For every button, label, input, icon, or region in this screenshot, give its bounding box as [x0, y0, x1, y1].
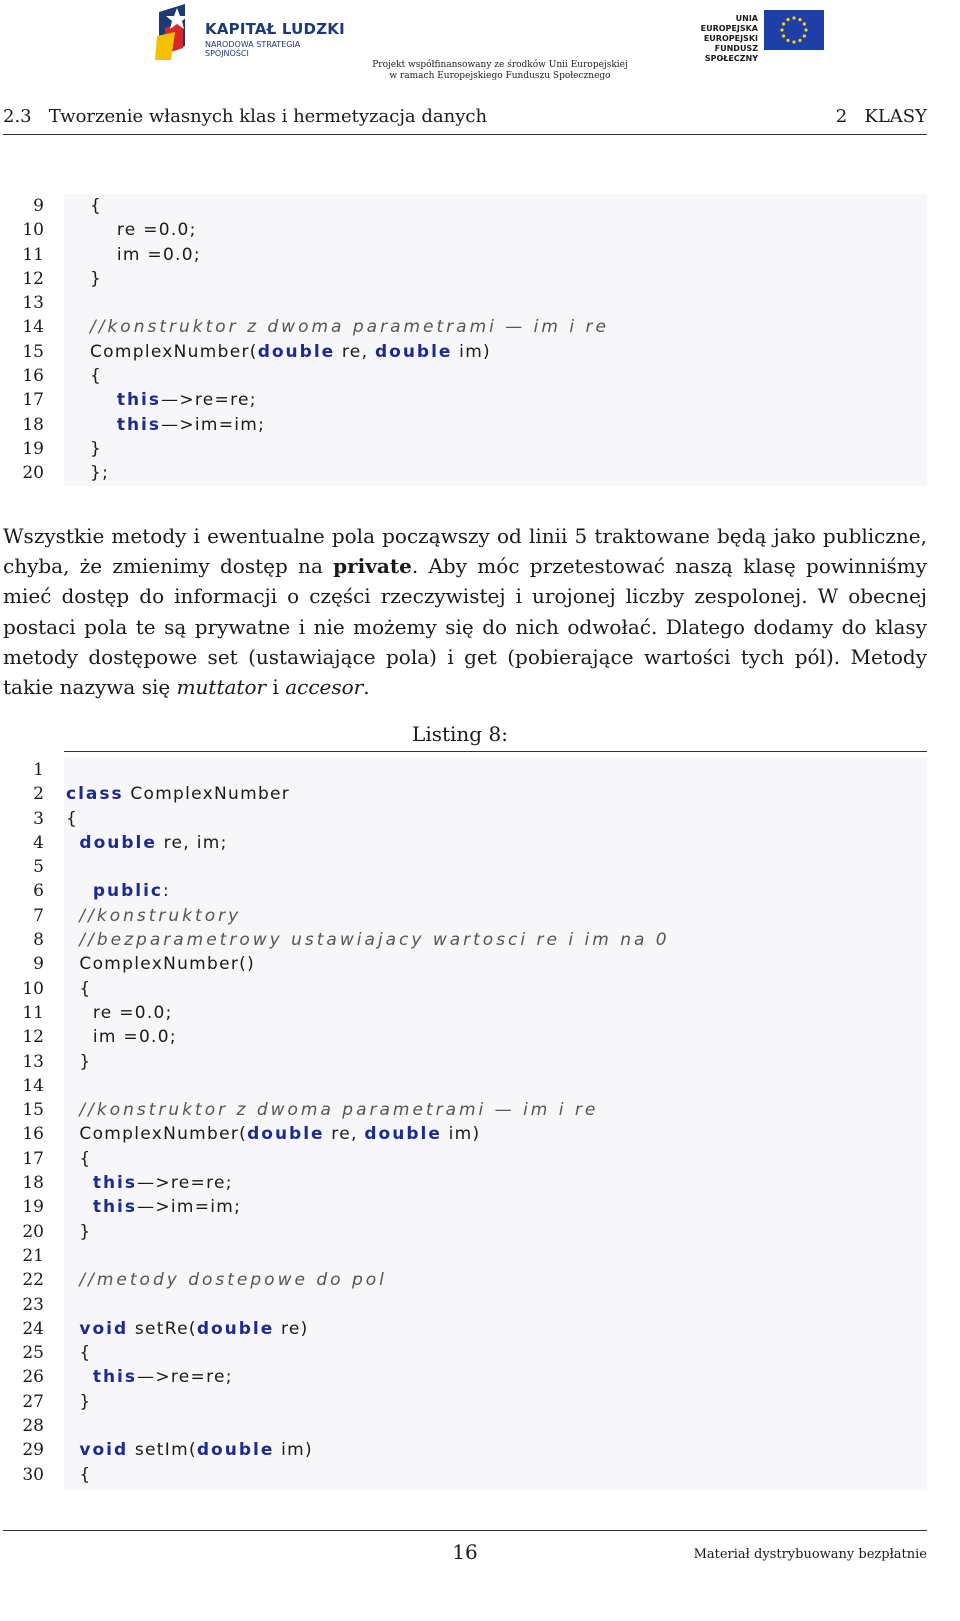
project-line: w ramach Europejskiego Funduszu Społecznego: [389, 71, 611, 81]
eu-star-icon: [804, 28, 807, 31]
body-paragraph: [3, 521, 927, 702]
code-text: {: [66, 1148, 92, 1169]
code-text: —>re=re;: [137, 1173, 233, 1194]
code-text: im =0.0;: [90, 244, 201, 265]
code-text: setRe(: [128, 1318, 197, 1339]
line-number: 13: [22, 293, 44, 314]
code-text: }: [66, 1051, 92, 1072]
italic-term: accesor: [285, 675, 364, 700]
code-text: re, im;: [156, 832, 228, 853]
code-comment: //konstruktory: [79, 905, 242, 926]
code-line: [90, 413, 609, 437]
line-number: 16: [22, 1124, 44, 1145]
line-number: 18: [22, 414, 44, 435]
code-line: [90, 340, 609, 364]
code-keyword: this: [116, 390, 162, 411]
paragraph-run: . Aby móc przetestować naszą klasę powinniśmy mieć dostęp do informacji o części rzeczywistej i urojonej liczby zespolonej. W obecnej postaci pola te są prywatne i nie możemy się do nich odwołać. Dlatego dodamy do klasy metody dostępowe set (ustawiające pola) i get (pobierające wartości tych pól). Metody takie nazywa się: [3, 554, 927, 700]
eu-star-icon: [803, 34, 806, 37]
line-number: 28: [22, 1416, 44, 1437]
line-number: 6: [33, 881, 44, 902]
code-text: [66, 930, 79, 950]
code-line: [66, 1025, 670, 1049]
code-keyword: this: [92, 1367, 138, 1388]
line-number: 22: [22, 1270, 44, 1291]
code-text: {: [66, 978, 92, 999]
bold-term: private: [333, 554, 412, 579]
eu-star-icon: [803, 22, 806, 25]
code-text: }: [90, 268, 103, 289]
code-text: im): [452, 341, 491, 362]
code-text: [66, 906, 79, 926]
paragraph-run: i: [266, 675, 286, 700]
eu-logo-text: [680, 14, 758, 64]
footer-note: Materiał dystrybuowany bezpłatnie: [693, 1547, 927, 1562]
code-text: [66, 1197, 93, 1217]
eu-logo-line: FUNDUSZ SPOŁECZNY: [704, 44, 758, 63]
code-line: [66, 1195, 670, 1219]
code-text: re =0.0;: [66, 1002, 173, 1023]
eu-logo: [680, 8, 830, 63]
code-block-2-line-numbers: [0, 758, 44, 1487]
line-number: 10: [22, 978, 44, 999]
line-number: 14: [22, 1075, 44, 1096]
code-line: [66, 1074, 670, 1098]
kapital-ludzki-logo: [155, 2, 345, 62]
line-number: 7: [33, 905, 44, 926]
line-number: 12: [22, 1027, 44, 1048]
code-text: ComplexNumber(: [90, 341, 258, 362]
code-line: [66, 1220, 670, 1244]
code-line: [66, 1365, 670, 1389]
page-number: 16: [452, 1540, 478, 1564]
code-text: [66, 881, 93, 901]
code-line: [90, 194, 609, 218]
chapter-title: 2 KLASY: [835, 106, 927, 127]
code-text: }: [90, 438, 103, 459]
code-line: [66, 1341, 670, 1365]
code-text: —>im=im;: [161, 414, 266, 435]
eu-logo-line: UNIA EUROPEJSKA: [700, 14, 758, 33]
code-keyword: void: [79, 1318, 129, 1339]
line-number: 8: [33, 930, 44, 951]
code-line: [66, 1268, 670, 1292]
line-number: 24: [22, 1318, 44, 1339]
line-number: 16: [22, 366, 44, 387]
code-text: :: [163, 881, 171, 902]
code-text: };: [90, 463, 110, 484]
eu-flag-icon: [764, 10, 824, 50]
code-line: [66, 1414, 670, 1438]
code-text: {: [90, 366, 103, 387]
line-number: 14: [22, 317, 44, 338]
code-line: [66, 904, 670, 928]
eu-star-icon: [792, 40, 795, 43]
line-number: 3: [33, 808, 44, 829]
code-text: re =0.0;: [90, 220, 197, 241]
left-logo-title: KAPITAŁ LUDZKI: [205, 20, 345, 38]
line-number: 1: [33, 760, 44, 780]
line-number: 5: [33, 857, 44, 878]
code-line: [66, 1001, 670, 1025]
line-number: 13: [22, 1051, 44, 1072]
code-line: [66, 1293, 670, 1317]
eu-star-icon: [786, 18, 789, 21]
line-number: 17: [22, 390, 44, 411]
code-text: }: [66, 1391, 92, 1412]
code-keyword: double: [247, 1124, 325, 1145]
code-line: [66, 928, 670, 952]
paragraph-run: .: [363, 675, 370, 700]
code-line: [66, 1463, 670, 1487]
code-line: [90, 291, 609, 315]
code-text: —>im=im;: [137, 1197, 242, 1218]
code-text: im =0.0;: [66, 1027, 177, 1048]
paragraph-text: [3, 521, 927, 702]
code-text: {: [90, 196, 103, 216]
code-line: [90, 364, 609, 388]
line-number: 20: [22, 1221, 44, 1242]
code-text: re,: [324, 1124, 365, 1145]
code-block-1: [90, 194, 609, 486]
code-keyword: double: [364, 1124, 442, 1145]
line-number: 20: [22, 463, 44, 484]
code-line: [66, 782, 670, 806]
code-line: [66, 758, 670, 782]
code-keyword: double: [79, 832, 157, 853]
code-text: —>re=re;: [137, 1367, 233, 1388]
line-number: 11: [22, 244, 44, 265]
line-number: 26: [22, 1367, 44, 1388]
line-number: 11: [22, 1002, 44, 1023]
eu-star-icon: [798, 18, 801, 21]
eu-logo-line: EUROPEJSKI: [703, 34, 758, 43]
code-line: [90, 243, 609, 267]
code-text: ComplexNumber: [123, 784, 291, 805]
code-block-1-line-numbers: [0, 194, 44, 486]
code-comment: //konstruktor z dwoma parametrami — im i re: [90, 317, 609, 338]
eu-star-icon: [786, 39, 789, 42]
code-text: re): [274, 1318, 309, 1339]
code-line: [66, 977, 670, 1001]
code-comment: //konstruktor z dwoma parametrami — im i re: [79, 1100, 599, 1121]
code-line: [66, 1050, 670, 1074]
code-text: {: [66, 1343, 92, 1364]
listing-caption: Listing 8:: [412, 722, 508, 746]
code-text: {: [66, 808, 79, 829]
code-text: [66, 1100, 79, 1120]
line-number: 30: [22, 1464, 44, 1485]
code-line: [90, 461, 609, 485]
line-number: 23: [22, 1294, 44, 1315]
code-line: [66, 879, 670, 903]
line-number: 2: [33, 784, 44, 805]
eu-star-icon: [782, 34, 785, 37]
line-number: 19: [22, 438, 44, 459]
code-keyword: public: [92, 881, 163, 902]
eu-star-icon: [792, 16, 795, 19]
code-text: ComplexNumber(): [66, 954, 256, 975]
line-number: 19: [22, 1197, 44, 1218]
code-comment: //metody dostepowe do pol: [79, 1270, 387, 1291]
code-text: }: [66, 1221, 92, 1242]
code-text: [66, 833, 79, 853]
code-keyword: this: [92, 1173, 138, 1194]
code-line: [66, 1390, 670, 1414]
footer-rule: [3, 1530, 927, 1531]
code-text: im): [274, 1440, 313, 1461]
code-text: [66, 1367, 93, 1387]
code-comment: //bezparametrowy ustawiajacy wartosci re i im na 0: [79, 930, 670, 951]
code-text: re,: [335, 341, 375, 362]
line-number: 29: [22, 1440, 44, 1461]
code-text: setIm(: [128, 1440, 197, 1461]
line-number: 25: [22, 1343, 44, 1364]
code-line: [66, 1438, 670, 1462]
code-text: [66, 1440, 79, 1460]
line-number: 4: [33, 832, 44, 853]
code-line: [90, 315, 609, 339]
code-line: [90, 388, 609, 412]
project-note: [360, 60, 640, 82]
code-keyword: void: [79, 1440, 129, 1461]
code-line: [66, 1317, 670, 1341]
code-text: [66, 1173, 93, 1193]
code-keyword: this: [92, 1197, 138, 1218]
header-rule: [3, 134, 927, 135]
line-number: 17: [22, 1148, 44, 1169]
code-text: ComplexNumber(: [66, 1124, 248, 1145]
code-text: [66, 1319, 79, 1339]
listing-rule: [64, 751, 927, 752]
line-number: 15: [22, 341, 44, 362]
line-number: 21: [22, 1245, 44, 1266]
eu-star-icon: [782, 22, 785, 25]
line-number: 9: [33, 196, 44, 216]
section-title: 2.3 Tworzenie własnych klas i hermetyzacja danych: [3, 106, 488, 127]
line-number: 12: [22, 268, 44, 289]
kapital-ludzki-emblem-icon: [155, 2, 199, 62]
code-line: [90, 218, 609, 242]
italic-term: muttator: [176, 675, 267, 700]
code-keyword: class: [66, 784, 124, 805]
code-keyword: this: [116, 414, 162, 435]
eu-star-icon: [780, 28, 783, 31]
code-line: [66, 831, 670, 855]
code-text: {: [66, 1464, 92, 1485]
code-line: [66, 1122, 670, 1146]
code-line: [66, 1147, 670, 1171]
code-line: [66, 1098, 670, 1122]
code-keyword: double: [196, 1318, 275, 1339]
code-text: [90, 415, 117, 435]
code-line: [66, 1171, 670, 1195]
code-text: [66, 1270, 79, 1290]
paragraph-run: Wszystkie metody i ewentualne pola począwszy od linii 5 traktowane będą jako publiczne, chyba, że zmienimy dostęp na: [3, 524, 927, 579]
line-number: 15: [22, 1100, 44, 1121]
line-number: 10: [22, 220, 44, 241]
line-number: 9: [33, 954, 44, 975]
line-number: 27: [22, 1391, 44, 1412]
left-logo-subtitle: NARODOWA STRATEGIA SPÓJNOŚCI: [205, 40, 301, 58]
code-line: [66, 807, 670, 831]
code-line: [90, 267, 609, 291]
line-number: 18: [22, 1173, 44, 1194]
code-text: [90, 390, 117, 410]
code-keyword: double: [257, 341, 336, 362]
code-keyword: double: [196, 1440, 275, 1461]
code-line: [66, 855, 670, 879]
code-keyword: double: [374, 341, 453, 362]
code-text: —>re=re;: [161, 390, 257, 411]
project-line: Projekt współfinansowany ze środków Unii Europejskiej: [372, 60, 628, 70]
code-line: [66, 952, 670, 976]
code-line: [66, 1244, 670, 1268]
code-block-2: [66, 758, 670, 1487]
eu-star-icon: [798, 39, 801, 42]
code-text: im): [441, 1124, 481, 1145]
code-line: [90, 437, 609, 461]
